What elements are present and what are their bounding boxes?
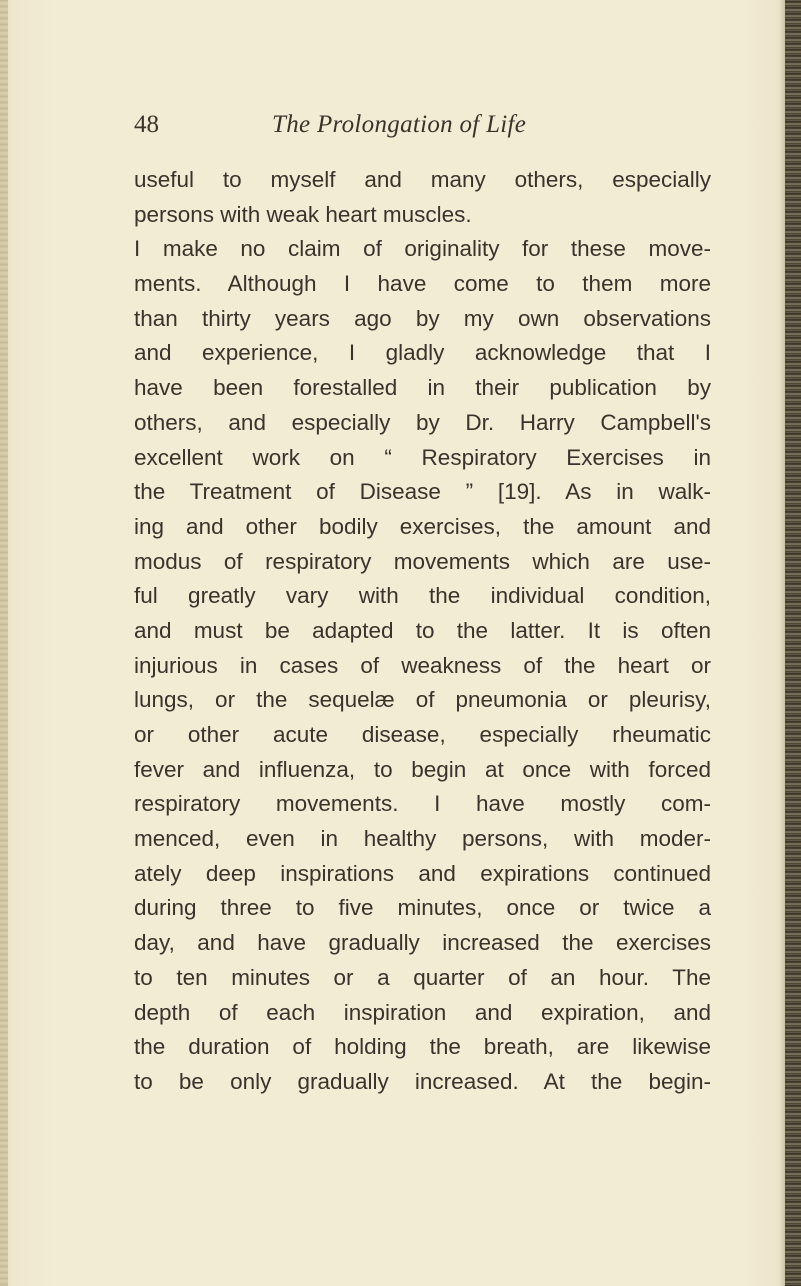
text-line: than thirty years ago by my own observations [134, 305, 711, 331]
text-line: ments. Although I have come to them more [134, 271, 711, 297]
text-line: to be only gradually increased. At the begin- [134, 1068, 711, 1094]
text-line: lungs, or the sequelæ of pneumonia or pleurisy, [134, 687, 711, 713]
text-line: ately deep inspirations and expirations continued [134, 860, 711, 886]
running-title: The Prolongation of Life [272, 111, 527, 138]
text-line: or other acute disease, especially rheumatic [134, 722, 711, 747]
text-line: during three to five minutes, once or twice a [134, 895, 711, 921]
text-line: to ten minutes or a quarter of an hour. The [134, 964, 711, 990]
text-line: and must be adapted to the latter. It is often [134, 617, 711, 643]
text-line: the duration of holding the breath, are likewise [134, 1034, 711, 1060]
text-line: useful to myself and many others, especially [134, 167, 711, 192]
page-number: 48 [134, 111, 159, 138]
text-line: have been forestalled in their publication by [134, 375, 711, 401]
page-gutter [0, 0, 8, 1286]
running-header [134, 111, 714, 151]
text-line: ing and other bodily exercises, the amount and [134, 513, 711, 539]
page-edge [785, 0, 801, 1286]
text-line: depth of each inspiration and expiration, and [134, 999, 711, 1025]
text-line: day, and have gradually increased the exercises [134, 930, 711, 956]
text-line: the Treatment of Disease ” [19]. As in walk- [134, 479, 711, 505]
text-line: others, and especially by Dr. Harry Campbell's [134, 409, 711, 435]
text-line: I make no claim of originality for these move- [134, 236, 711, 262]
text-line: persons with weak heart muscles. [134, 201, 472, 227]
text-line: excellent work on “ Respiratory Exercises in [134, 444, 711, 470]
text-line: respiratory movements. I have mostly com- [134, 791, 711, 817]
text-line: modus of respiratory movements which are use- [134, 548, 711, 574]
text-line: fever and influenza, to begin at once with forced [134, 756, 711, 782]
text-line: ful greatly vary with the individual condition, [134, 583, 711, 609]
body-text [134, 163, 711, 1100]
text-line: menced, even in healthy persons, with moder- [134, 826, 711, 852]
text-line: and experience, I gladly acknowledge that I [134, 340, 711, 366]
text-line: injurious in cases of weakness of the heart or [134, 652, 711, 678]
